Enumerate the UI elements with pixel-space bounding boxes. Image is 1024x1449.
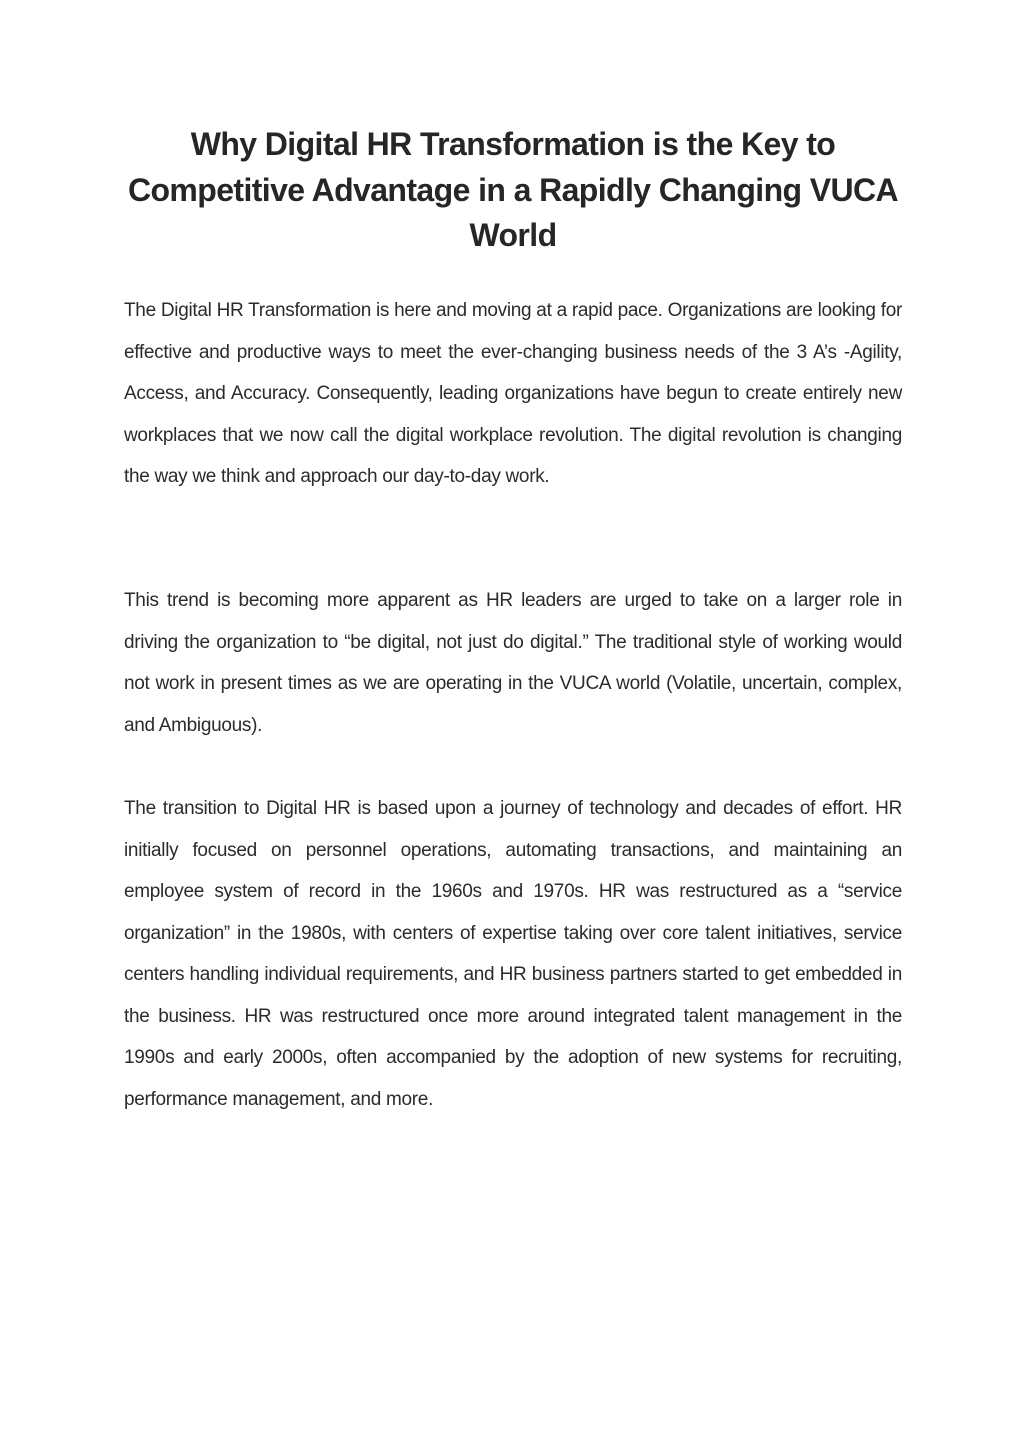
paragraph-intro: The Digital HR Transformation is here and moving at a rapid pace. Organizations are looking for effective and productive ways to meet the ever-changing business needs of the 3 A’s -Agility, Access, and Accuracy. Consequently, leading organizations have begun to create entirely new workplaces that we now call the digital workplace revolution. The digital revolution is changing the way we think and approach our day-to-day work. xyxy=(124,300,902,487)
paragraph-trend: This trend is becoming more apparent as HR leaders are urged to take on a larger role in driving the organization to “be digital, not just do digital.” The traditional style of working would not work in present times as we are operating in the VUCA world (Volatile, uncertain, complex, and Ambiguous). xyxy=(124,590,902,736)
document-title: Why Digital HR Transformation is the Key to Competitive Advantage in a Rapidly Changing VUCA World xyxy=(127,126,899,253)
paragraph-transition: The transition to Digital HR is based upon a journey of technology and decades of effort. HR initially focused on personnel operations, automating transactions, and maintaining an employee system of record in the 1960s and 1970s. HR was restructured as a “service organization” in the 1980s, with centers of expertise taking over core talent initiatives, service centers handling individual requirements, and HR business partners started to get embedded in the business. HR was restructured once more around integrated talent management in the 1990s and early 2000s, often accompanied by the adoption of new systems for recruiting, performance management, and more. xyxy=(124,798,902,1110)
